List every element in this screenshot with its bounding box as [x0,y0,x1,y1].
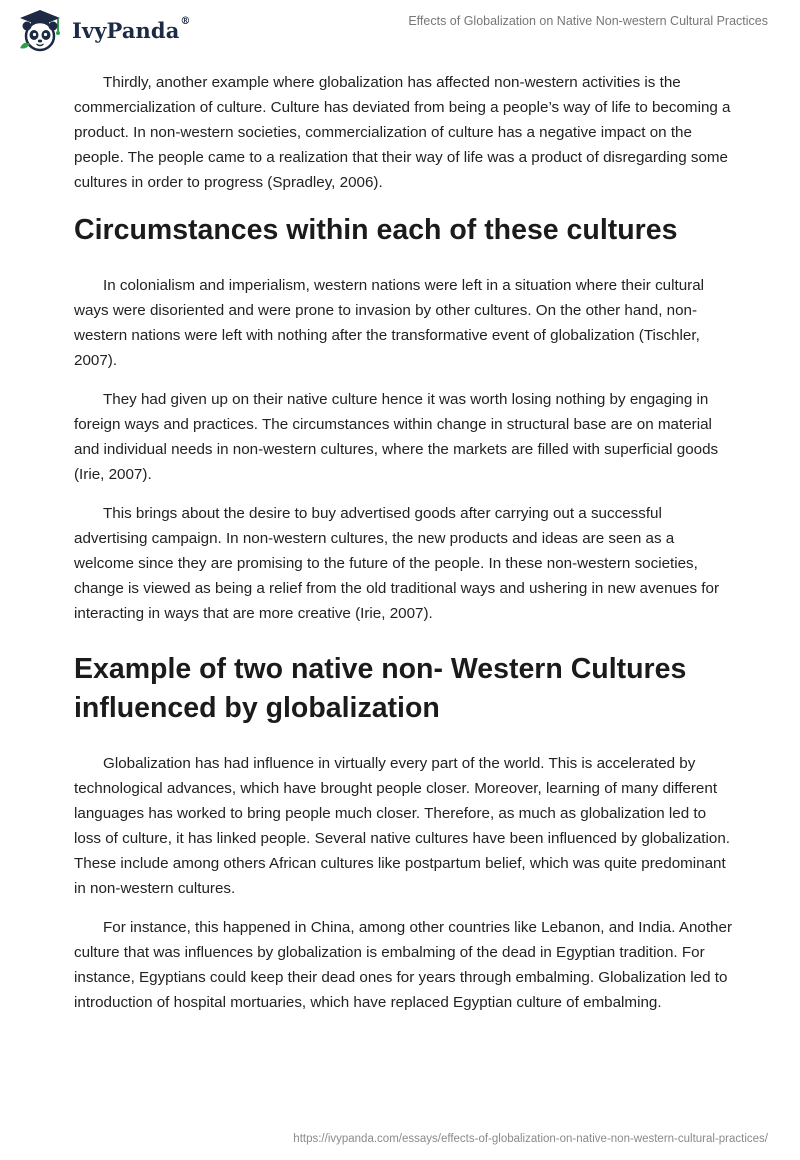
paragraph: This brings about the desire to buy advertised goods after carrying out a successful advertising campaign. In non-western cultures, the new products and ideas are seen as a welcome since they are promising to the future of the people. In these non-western societies, change is viewed as being a relief from the old traditional ways and ushering in new avenues for interacting in ways that are more creative (Irie, 2007). [74,505,720,622]
document-title: Effects of Globalization on Native Non-western Cultural Practices [408,14,768,28]
paragraph: For instance, this happened in China, among other countries like Lebanon, and India. Another culture that was influences by globalization is embalming of the dead in Egyptian tradition. For instance, Egyptians could keep their dead ones for years through embalming. Globalization led to introduction of hospital mortuaries, which have replaced Egyptian culture of embalming. [74,919,733,1011]
panda-graduate-icon [14,8,66,52]
section-heading: Circumstances within each of these cultures [74,214,678,246]
paragraph: Globalization has had influence in virtually every part of the world. This is accelerated by technological advances, which have brought people closer. Moreover, learning of many different languages has worked to bring people much closer. Therefore, as much as globalization led to loss of culture, it has linked people. Several native cultures have been influenced by globalization. These include among others African cultures like postpartum belief, which was quite predominant in non-western cultures. [74,755,730,897]
paragraph: They had given up on their native culture hence it was worth losing nothing by engaging in foreign ways and practices. The circumstances within change in structural base are on material and individual needs in non-western cultures, where the markets are filled with superficial goods (Irie, 2007). [74,391,719,483]
article-body [74,70,734,1029]
page-header [0,0,800,60]
registered-mark: ® [180,15,191,27]
paragraph: Thirdly, another example where globalization has affected non-western activities is the commercialization of culture. Culture has deviated from being a people’s way of life to becoming a product. In non-western societies, commercialization of culture has a negative impact on the people. The people came to a realization that their way of life was a product of disregarding some cultures in order to progress (Spradley, 2006). [74,74,731,191]
paragraph: In colonialism and imperialism, western nations were left in a situation where their cultural ways were disoriented and were prone to invasion by other cultures. On the other hand, non-western nations were left with nothing after the transformative event of globalization (Tischler, 2007). [74,277,705,369]
section-heading: Example of two native non- Western Cultures influenced by globalization [74,653,687,724]
source-url-link[interactable]: https://ivypanda.com/essays/effects-of-globalization-on-native-non-western-cultural-practices/ [293,1133,768,1145]
brand-name [72,15,191,43]
brand-name-text: IvyPanda [72,17,180,43]
brand-logo[interactable] [14,8,191,52]
